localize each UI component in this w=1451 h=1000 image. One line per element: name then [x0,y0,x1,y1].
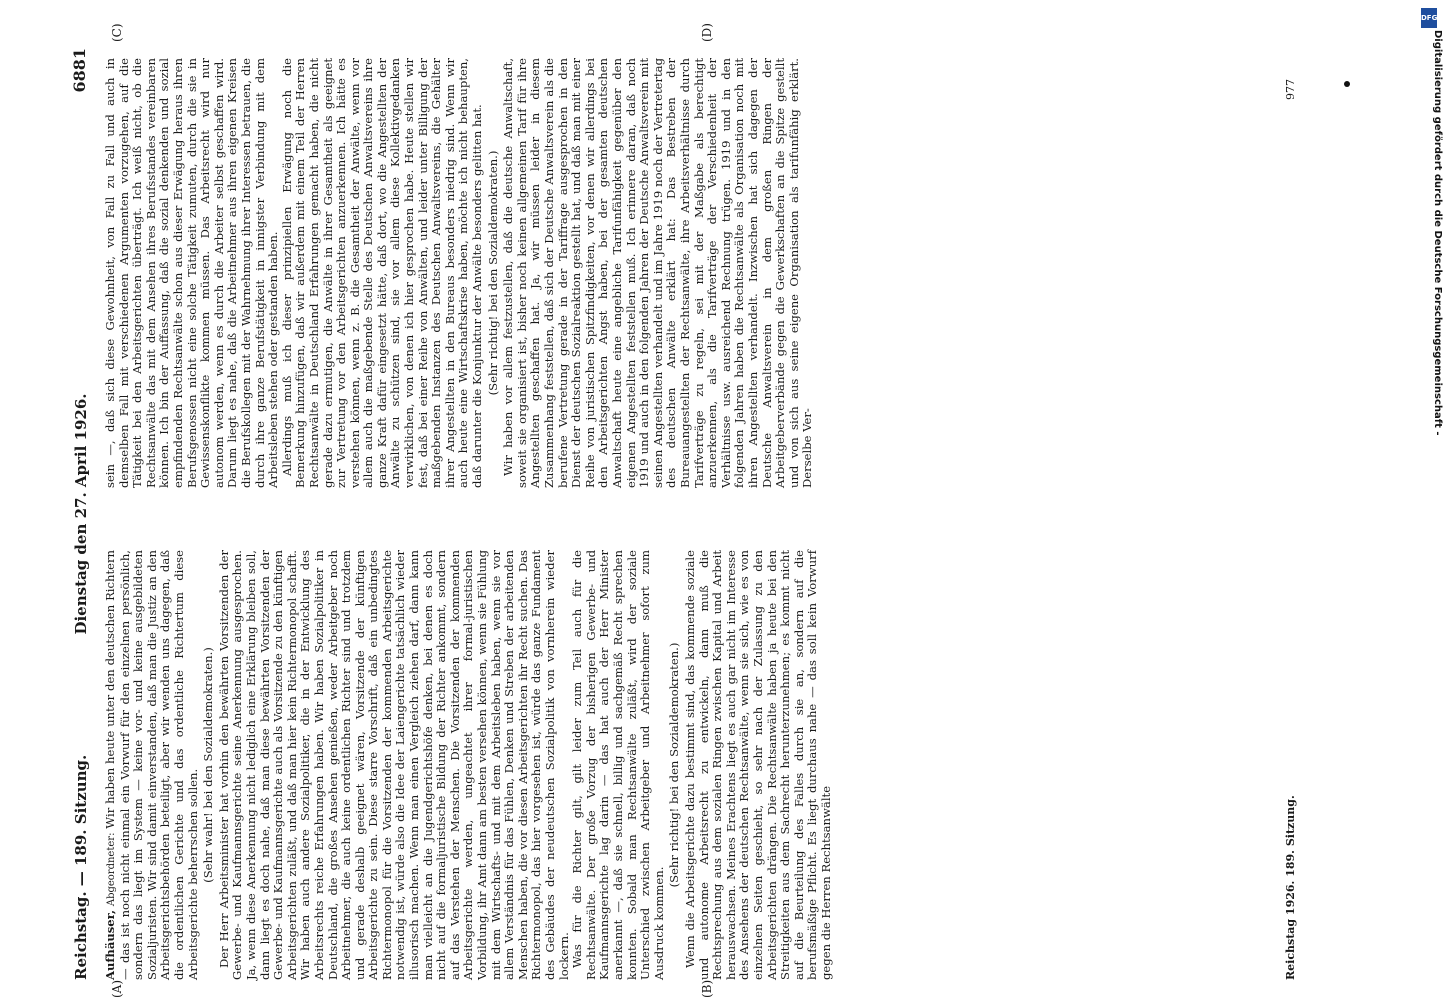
marker-c: (C) [110,23,124,42]
left-column [104,550,833,980]
left-p1-text: Wir haben heute unter den deutschen Richtern — das ist noch nicht einmal ein Vorwurf für den einzelnen persönlich, sondern das liegt im System — keine vor- und keine ausgebildeten Sozialjuristen. Wir sind damit einverstanden, daß man die Justiz an den Arbeitsgerichtsbehörden beteiligt, aber wir wenden uns dagegen, daß die ordentlichen Gerichte und das ordentliche Richtertum diese Arbeitsgerichte beherrschen sollen. [103,549,200,980]
footer-page-number: 977 [1284,79,1297,100]
header-center: Dienstag den 27. April 1926. [72,393,90,635]
marker-b: (B) [700,979,714,998]
marker-d: (D) [700,23,714,42]
footer-left: Reichstag 1926. 189. Sitzung. [1284,795,1297,980]
page-header [62,48,98,980]
page-number: 6881 [70,48,89,93]
header-left: Reichstag. — 189. Sitzung. [72,754,90,980]
right-column [104,58,815,488]
right-remark-1: (Sehr richtig! bei den Sozialdemokraten.) [485,150,500,396]
funding-sidebar [1421,30,1451,960]
right-paragraph-3: Wir haben vor allem festzustellen, daß die deutsche Anwaltschaft, soweit sie organisiert ist, bisher noch keinen allgemeinen Tarif für ihre Angestellten geschaffen hat. Ja, wir müssen leider in diesem Zusammenhang feststellen, daß sich der Deutsche Anwaltsverein als die berufene Vertretung gerade in der Tariffrage ausgesprochen in den Dienst der deutschen Sozialreaktion gestellt hat, und daß man mit einer Reihe von juristischen Spitzfindigkeiten, vor denen wir allerdings bei den Arbeitsgerichten Angst haben, bei der gesamten deutschen Anwaltschaft heute eine angebliche Tarifunfähigkeit gegenüber den eigenen Angestellten feststellen muß. Ich erinnere daran, daß noch 1919 und auch in den folgenden Jahren der Deutsche Anwaltsverein mit seinen Angestellten verhandelt und im Jahre 1919 noch der Vertretertag des deutschen Anwälte erklärt hat: Das Bestreben der Bureauangestellten der Rechtsanwälte, ihre Arbeitsverhältnisse durch Tarifverträge zu regeln, sei mit der Maßgabe als berechtigt anzuerkennen, als die Tarifverträge der Verschiedenheit der Verhältnisse usw. ausreichend Rechnung trügen. 1919 und in den folgenden Jahren haben die Rechtsanwälte als Organisation noch mit ihren Angestellten verhandelt. Inzwischen hat sich dagegen der Deutsche Anwaltsverein in dem großen Ringen der Arbeitgeberverbände gegen die Gewerkschaften an die Spitze gestellt und von sich aus seine eigene Organisation als tarifunfähig erklärt. Derselbe Ver- [501,58,815,488]
left-paragraph-4: Wenn die Arbeitsgerichte dazu bestimmt sind, das kommende soziale und autonome Arbeitsrecht zu entwickeln, dann muß die Rechtsprechung aus dem sozialen Ringen zwischen Kapital und Arbeit herauswachsen. Meines Erachtens liegt es auch gar nicht im Interesse des Ansehens der deutschen Rechtsanwälte, wenn sie sich, wie es von einzelnen Seiten geschieht, so sehr nach der Zulassung zu den Arbeitsgerichten drängen. Die Rechtsanwälte haben ja heute bei den Streitigkeiten aus dem Sachrecht herunterzunehmen; es kommt nicht auf die Beurteilung des Falles durch sie an, sondern auf die berufsmäßige Pflicht. Es liegt durchaus nahe — das soll kein Vorwurf gegen die Herren Rechtsanwälte [682,550,833,980]
left-remark-2: (Sehr richtig! bei den Sozialdemokraten.) [667,642,682,888]
left-paragraph-3: Was für die Richter gilt, gilt leider zum Teil auch für die Rechtsanwälte. Der große Vorzug der bisherigen Gewerbe- und Kaufmannsgerichte lag darin — das hat auch der Herr Minister anerkannt —, daß sie schnell, billig und sachgemäß Recht sprechen konnten. Sobald man Rechtsanwälte zuläßt, wird der soziale Unterschied zwischen Arbeitgeber und Arbeitnehmer sofort zum Ausdruck kommen. [570,550,666,980]
dfg-logo: DFG [1421,8,1437,28]
funding-text: Digitalisierung gefördert durch die Deutsche Forschungsgemeinschaft - [1432,30,1443,436]
right-paragraph-2: Allerdings muß ich dieser prinzipiellen Erwägung noch die Bemerkung hinzufügen, daß wir außerdem mit einem Teil der Herren Rechtsanwälte in Deutschland Erfahrungen gemacht haben, die nicht gerade dazu ermutigen, die Anwälte in ihrer Gesamtheit als geeignet zur Vertretung vor den Arbeitsgerichten anzuerkennen. Ich hätte es verstehen können, wenn z. B. die Gesamtheit der Anwälte, wenn vor allem auch die maßgebende Stelle des Deutschen Anwaltsvereins ihre ganze Kraft dafür eingesetzt hätte, daß dort, wo die Angestellten der Anwälte zu schützen sind, sie vor allem diese Kollektivgedanken verwirklichen, von denen ich hier gesprochen habe. Heute stellen wir fest, daß bei einer Reihe von Anwälten, und leider unter Billigung der maßgebenden Instanzen des Deutschen Anwaltsvereins, die Gehälter ihrer Angestellten in den Bureaus besonders niedrig sind. Wenn wir auch heute eine Wirtschaftskrise haben, möchte ich nicht behaupten, daß darunter die Konjunktur der Anwälte besonders gelitten hat. [279,58,485,488]
speaker-name: Aufhäuser, [103,910,117,980]
right-paragraph-1: sein —, daß sich diese Gewohnheit, von Fall zu Fall und auch in demselben Fall mit verschiedenen Argumenten vorzugehen, auf die Tätigkeit bei den Arbeitsgerichten überträgt. Ich weiß nicht, ob die Rechtsanwälte das mit dem Ansehen ihres Berufsstandes vereinbaren können. Ich bin der Auffassung, daß die sozial denkenden und sozial empfindenden Rechtsanwälte schon aus dieser Erwägung heraus ihren Berufsgenossen nicht eine solche Tätigkeit zumuten, durch die sie in Gewissenskonflikte kommen müssen. Das Arbeitsrecht wird nur autonom werden, wenn es durch die Arbeiter selbst geschaffen wird. Darum liegt es nahe, daß die Arbeitnehmer aus ihren eigenen Kreisen die Berufskollegen mit der Wahrnehmung ihrer Interessen betrauen, die durch ihre ganze Berufstätigkeit in innigster Verbindung mit dem Arbeitsleben stehen oder gestanden haben. [103,58,281,488]
marker-a: (A) [110,979,124,998]
left-paragraph-2: Der Herr Arbeitsminister hat vorhin den bewährten Vorsitzenden der Gewerbe- und Kaufmannsgerichte seine Anerkennung ausgesprochen. Ja, wenn diese Anerkennung nicht lediglich eine Erklärung bleiben soll, dann liegt es doch nahe, daß man diese bewährten Vorsitzenden der Gewerbe- und Kaufmannsgerichte auch als Vorsitzende zu den künftigen Arbeitsgerichten zuläßt, und daß man hier kein Richtermonopol schafft. Wir haben auch andere Sozialpolitiker, die in der Entwicklung des Arbeitsrechts reiche Erfahrungen haben. Wir haben Sozialpolitiker in Deutschland, die großes Ansehen genießen, weder Arbeitgeber noch Arbeitnehmer, die auch keine ordentlichen Richter sind und trotzdem und gerade deshalb geeignet wären, Vorsitzende der künftigen Arbeitsgerichte zu sein. Diese starre Vorschrift, daß ein unbedingtes Richtermonopol für die Vorsitzenden der kommenden Arbeitsgerichte notwendig ist, würde also die Idee der Laiengerichte tatsächlich wieder illusorisch machen. Wenn man einen Vergleich ziehen darf, dann kann man vielleicht an die Jugendgerichtshöfe denken, bei denen es doch nicht auf die formaljuristische Bildung der Richter ankommt, sondern auf das Verstehen der Menschen. Die Vorsitzenden der kommenden Arbeitsgerichte werden, ungeachtet ihrer formal-juristischen Vorbildung, ihr Amt dann am besten versehen können, wenn sie Fühlung mit dem Wirtschafts- und mit dem Arbeitsleben haben, wenn sie vor allem Verständnis für das Fühlen, Denken und Streben der arbeitenden Menschen haben, die vor diesen Arbeitsgerichten ihr Recht suchen. Das Richtermonopol, das hier vorgesehen ist, würde das ganze Fundament des Gebäudes der neudeutschen Sozialpolitik von vornherein wieder lockern. [216,550,571,980]
speaker-role: Abgeordneter: [106,832,117,907]
left-paragraph-1 [104,550,200,980]
left-remark-1: (Sehr wahr! bei den Sozialdemokraten.) [201,647,216,883]
scan-speck [1344,81,1350,87]
